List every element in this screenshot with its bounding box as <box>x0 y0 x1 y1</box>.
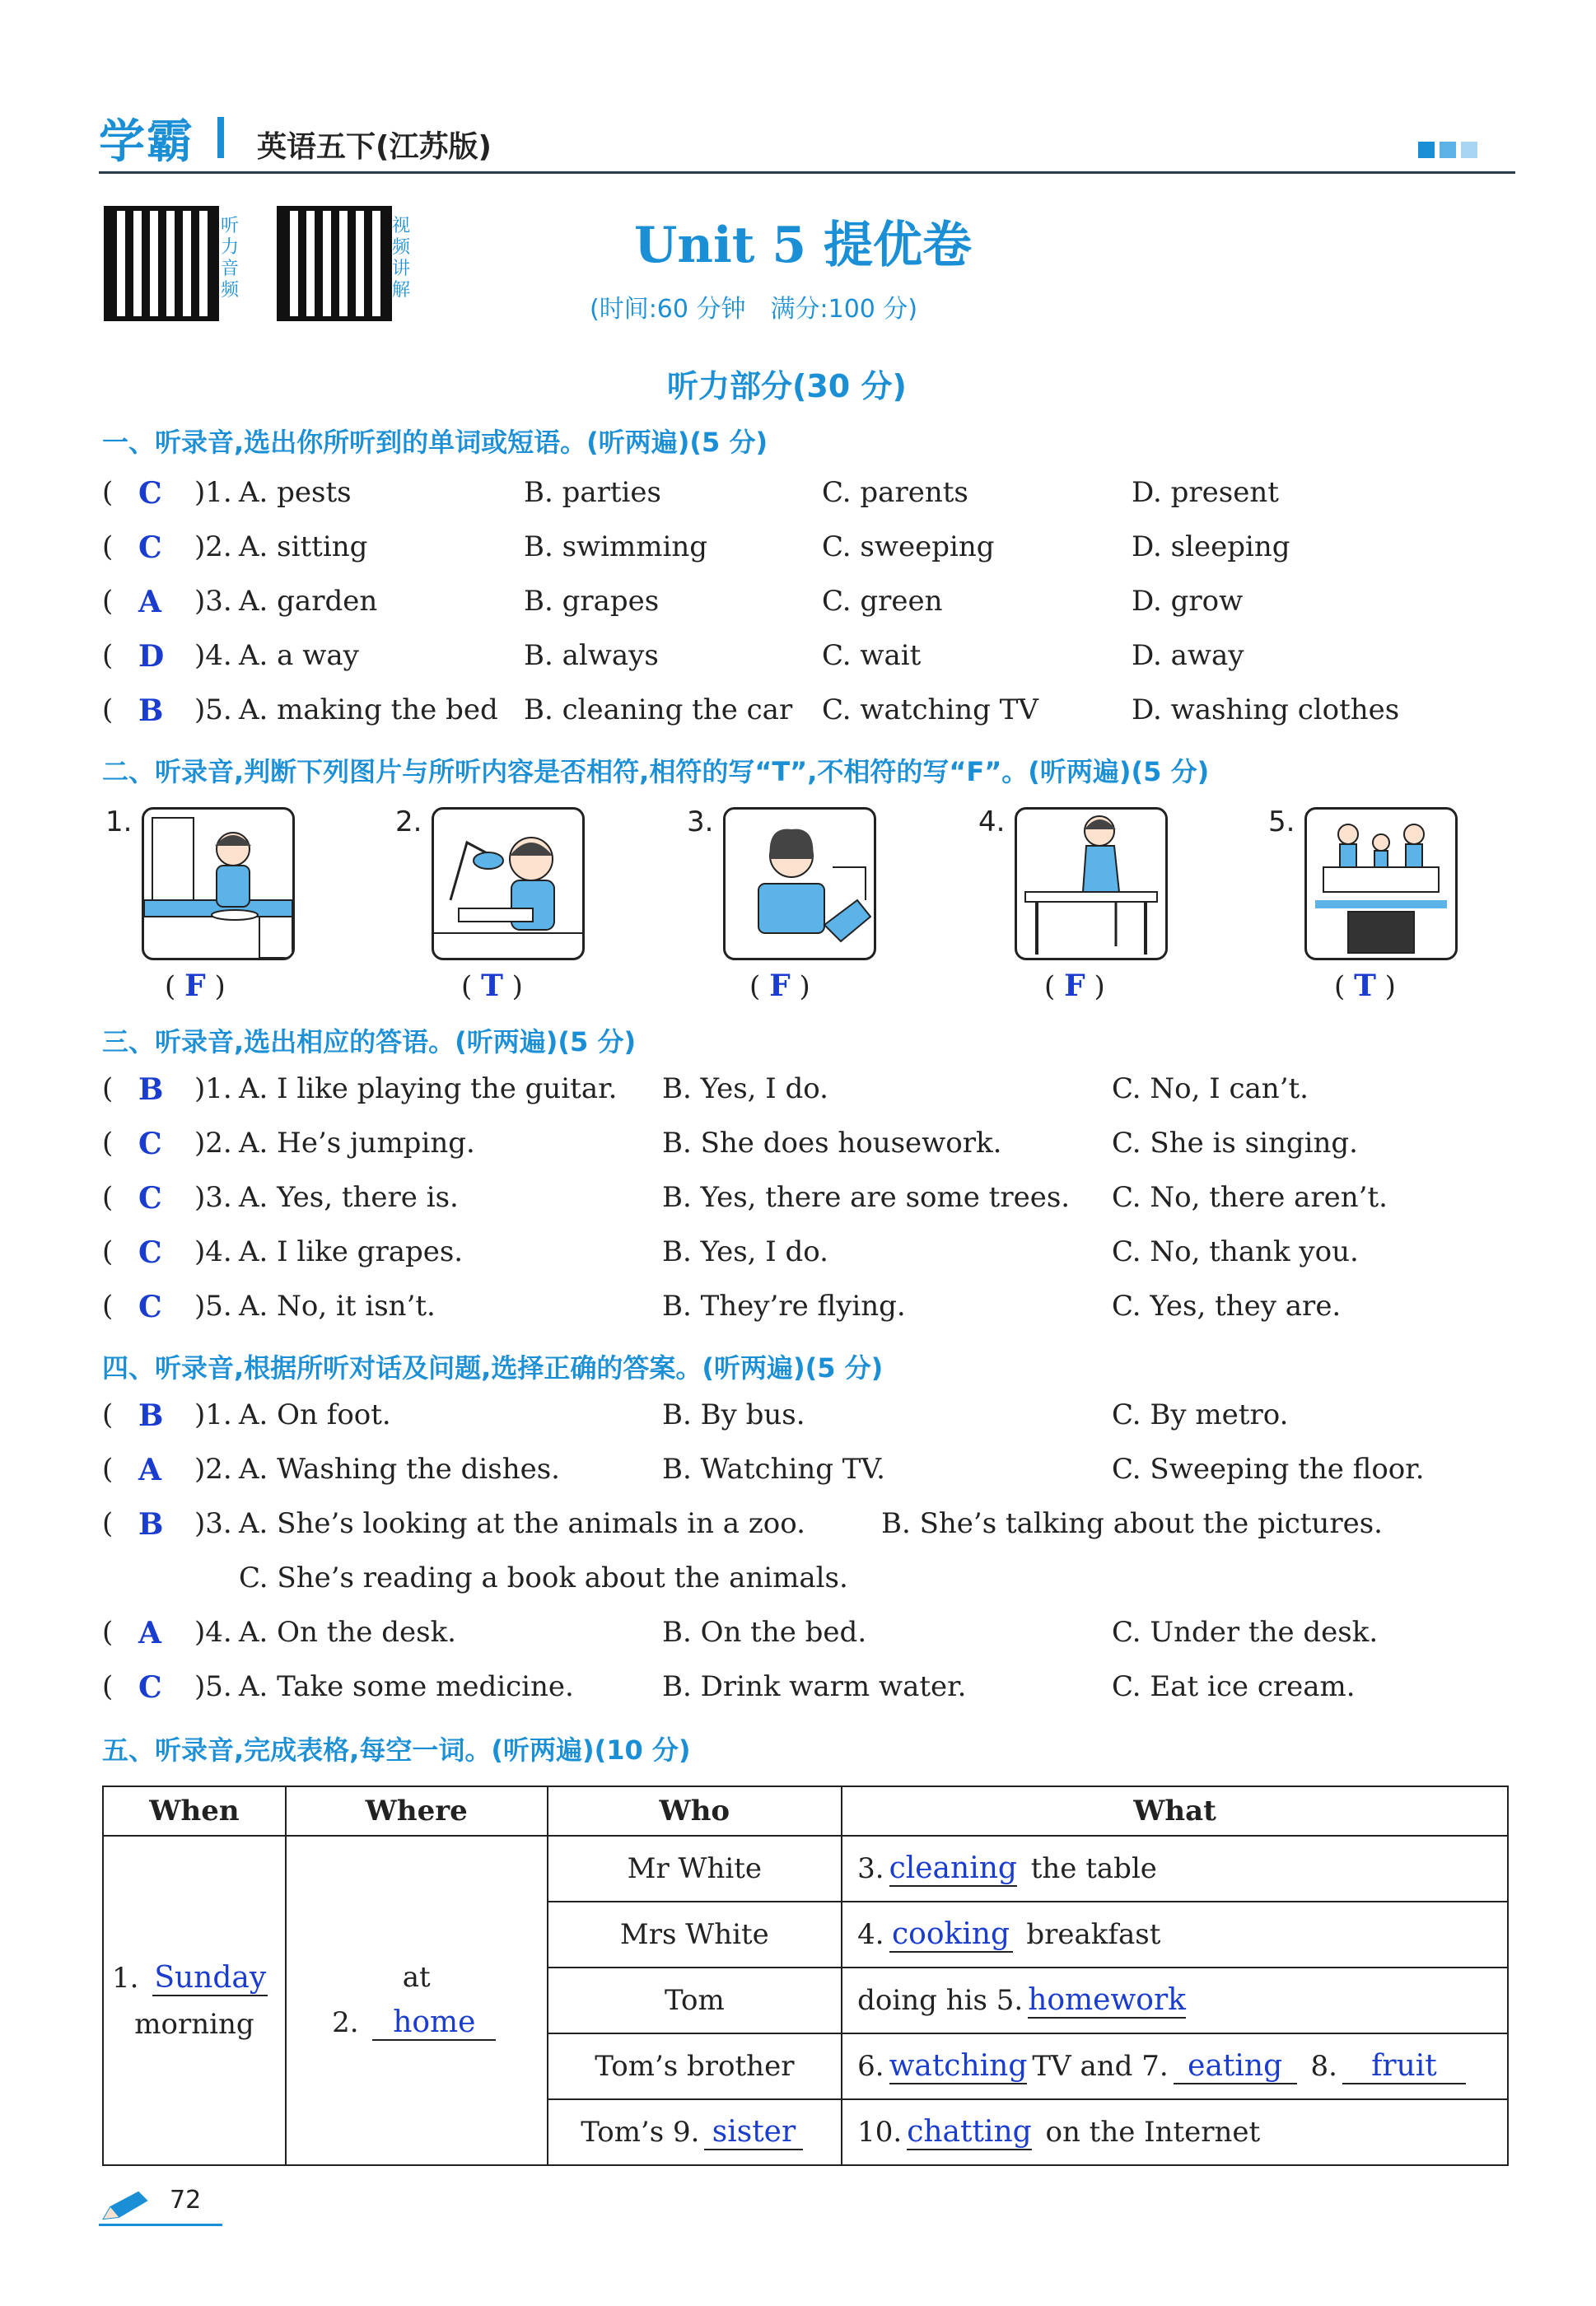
option-d: D. present <box>1132 476 1279 509</box>
question-number: )1. <box>194 1072 232 1105</box>
option-c: C. Yes, they are. <box>1112 1290 1342 1323</box>
option-b: B. swimming <box>524 530 708 563</box>
option-d: D. sleeping <box>1132 530 1290 563</box>
question-number: )5. <box>194 1290 232 1323</box>
question-number: )4. <box>194 639 232 672</box>
answer-6[interactable]: watching <box>889 2048 1028 2083</box>
option-c: C. By metro. <box>1112 1398 1289 1431</box>
question-number: )1. <box>194 1398 232 1431</box>
option-c: C. green <box>822 585 943 618</box>
pic5-answer: ( T ) <box>1334 969 1396 1003</box>
qr-code-video[interactable] <box>277 206 392 321</box>
answer-letter[interactable]: B <box>138 1507 164 1542</box>
who-mr-white: Mr White <box>548 1836 842 1902</box>
answer-5[interactable]: homework <box>1028 1982 1186 2017</box>
answer-letter[interactable]: C <box>138 1235 162 1270</box>
qr-code-audio[interactable] <box>104 206 219 321</box>
table-row <box>103 1836 1508 1902</box>
pic4-number: 4. <box>978 805 1006 838</box>
who-tom: Tom <box>548 1968 842 2033</box>
where-number: 2. <box>332 2005 359 2039</box>
where-at: at <box>402 1960 431 1994</box>
question-number: )2. <box>194 1453 232 1486</box>
header-who: Who <box>548 1786 842 1836</box>
when-word: morning <box>134 2007 254 2041</box>
paren-open: ( <box>102 1235 114 1268</box>
option-b: B. grapes <box>524 585 660 618</box>
section4-title: 四、听录音,根据所听对话及问题,选择正确的答案。(听两遍)(5 分) <box>102 1352 884 1384</box>
pic3-answer: ( F ) <box>749 969 810 1003</box>
option-a: A. I like grapes. <box>239 1235 464 1268</box>
page-number: 72 <box>170 2186 202 2215</box>
option-c: C. No, there aren’t. <box>1112 1181 1388 1214</box>
option-b: B. Yes, I do. <box>662 1235 828 1268</box>
header-when: When <box>103 1786 286 1836</box>
answer-letter[interactable]: A <box>138 585 161 619</box>
section3-title: 三、听录音,选出相应的答语。(听两遍)(5 分) <box>102 1026 637 1057</box>
answer-letter[interactable]: C <box>138 476 162 511</box>
picture-girl-folding <box>723 807 876 960</box>
option-b: B. parties <box>524 476 661 509</box>
answer-letter[interactable]: A <box>138 1616 161 1650</box>
pic4-answer: ( F ) <box>1044 969 1105 1003</box>
option-c: C. No, I can’t. <box>1112 1072 1309 1105</box>
picture-woman-cleaning-table <box>1015 807 1168 960</box>
answer-10[interactable]: chatting <box>907 2114 1032 2149</box>
header-rule <box>99 171 1515 174</box>
paren-open: ( <box>102 530 114 563</box>
answer-3[interactable]: cleaning <box>889 1851 1017 1885</box>
option-a: A. I like playing the guitar. <box>239 1072 618 1105</box>
part-title: 听力部分(30 分) <box>667 368 907 404</box>
header-what: What <box>842 1786 1508 1836</box>
answer-8[interactable]: fruit <box>1342 2049 1466 2084</box>
answer-9[interactable]: sister <box>704 2115 803 2150</box>
picture-boy-writing <box>432 807 585 960</box>
what-row-10: 10. chatting on the Internet <box>842 2099 1508 2165</box>
answer-letter[interactable]: B <box>138 1398 164 1433</box>
who-toms-brother: Tom’s brother <box>548 2033 842 2099</box>
brand-divider <box>217 117 224 158</box>
answer-7[interactable]: eating <box>1174 2049 1297 2084</box>
table-header-row <box>103 1786 1508 1836</box>
option-a: A. garden <box>239 585 378 618</box>
paren-open: ( <box>102 1072 114 1105</box>
option-c: C. She is singing. <box>1112 1127 1358 1160</box>
answer-letter[interactable]: C <box>138 1181 162 1216</box>
pic1-answer: ( F ) <box>165 969 226 1003</box>
pic1-number: 1. <box>105 805 133 838</box>
paren-open: ( <box>102 693 114 726</box>
paren-open: ( <box>102 1616 114 1649</box>
brand-logo: 学霸 <box>99 115 194 169</box>
option-a: A. Yes, there is. <box>239 1181 459 1214</box>
qr-label-audio: 听力音频 <box>221 216 240 301</box>
question-number: )4. <box>194 1616 232 1649</box>
section2-title: 二、听录音,判断下列图片与所听内容是否相符,相符的写“T”,不相符的写“F”。(听两遍)(5 分) <box>102 756 1210 787</box>
answer-table <box>102 1786 1509 2166</box>
option-c: C. wait <box>822 639 922 672</box>
paren-open: ( <box>102 639 114 672</box>
option-b: B. They’re flying. <box>662 1290 906 1323</box>
pic5-number: 5. <box>1268 805 1295 838</box>
option-c: C. She’s reading a book about the animals. <box>239 1561 848 1594</box>
when-cell <box>103 1836 286 2165</box>
option-d: D. away <box>1132 639 1244 672</box>
paren-open: ( <box>102 1127 114 1160</box>
what-row-5: doing his 5. homework <box>842 1968 1508 2033</box>
option-b: B. Yes, I do. <box>662 1072 828 1105</box>
option-b: B. On the bed. <box>662 1616 867 1649</box>
book-title: 英语五下(江苏版) <box>257 130 492 164</box>
paren-open: ( <box>102 585 114 618</box>
header-squares <box>1418 142 1477 158</box>
pic2-number: 2. <box>395 805 422 838</box>
option-b: B. She’s talking about the pictures. <box>881 1507 1383 1540</box>
option-c: C. Eat ice cream. <box>1112 1670 1356 1703</box>
question-number: )4. <box>194 1235 232 1268</box>
option-a: A. On the desk. <box>239 1616 456 1649</box>
option-a: A. a way <box>239 639 359 672</box>
footer-rule <box>99 2224 222 2226</box>
option-a: A. She’s looking at the animals in a zoo. <box>239 1507 805 1540</box>
option-b: B. Yes, there are some trees. <box>662 1181 1071 1214</box>
question-number: )3. <box>194 1181 232 1214</box>
paren-open: ( <box>102 1507 114 1540</box>
time-info: (时间:60 分钟 满分:100 分) <box>590 295 918 324</box>
option-b: B. She does housework. <box>662 1127 1002 1160</box>
option-b: B. always <box>524 639 659 672</box>
option-a: A. pests <box>239 476 352 509</box>
who-toms-sister: Tom’s 9. sister <box>548 2099 842 2165</box>
picture-family-watching-tv <box>1304 807 1458 960</box>
option-a: A. On foot. <box>239 1398 391 1431</box>
qr-label-video: 视频讲解 <box>392 216 411 301</box>
answer-letter[interactable]: C <box>138 1127 162 1161</box>
option-c: C. Under the desk. <box>1112 1616 1379 1649</box>
paren-open: ( <box>102 1453 114 1486</box>
question-number: )3. <box>194 1507 232 1540</box>
answer-letter[interactable]: C <box>138 530 162 565</box>
option-b: B. Watching TV. <box>662 1453 885 1486</box>
option-d: D. washing clothes <box>1132 693 1400 726</box>
answer-letter[interactable]: A <box>138 1453 161 1487</box>
where-cell <box>286 1836 548 2165</box>
answer-letter[interactable]: D <box>138 639 165 674</box>
who-mrs-white: Mrs White <box>548 1902 842 1968</box>
paren-open: ( <box>102 1670 114 1703</box>
question-number: )3. <box>194 585 232 618</box>
option-c: C. Sweeping the floor. <box>1112 1453 1425 1486</box>
paren-open: ( <box>102 1290 114 1323</box>
when-answer[interactable]: Sunday <box>152 1961 268 1996</box>
option-c: C. sweeping <box>822 530 995 563</box>
answer-letter[interactable]: C <box>138 1670 162 1705</box>
paren-open: ( <box>102 1181 114 1214</box>
answer-letter[interactable]: B <box>138 693 164 728</box>
option-d: D. grow <box>1132 585 1244 618</box>
header-where: Where <box>286 1786 548 1836</box>
option-b: B. By bus. <box>662 1398 805 1431</box>
answer-letter[interactable]: C <box>138 1290 162 1324</box>
where-answer[interactable]: home <box>372 2005 496 2041</box>
pencil-icon <box>99 2191 156 2227</box>
when-number: 1. <box>112 1961 139 1995</box>
picture-girl-eating <box>142 807 295 960</box>
question-number: )5. <box>194 693 232 726</box>
answer-4[interactable]: cooking <box>889 1917 1013 1953</box>
what-row-6-8: 6. watching TV and 7. eating 8. fruit <box>842 2033 1508 2099</box>
question-number: )5. <box>194 1670 232 1703</box>
question-number: )1. <box>194 476 232 509</box>
option-a: A. He’s jumping. <box>239 1127 475 1160</box>
answer-letter[interactable]: B <box>138 1072 164 1107</box>
pic3-number: 3. <box>687 805 714 838</box>
unit-title: Unit 5 提优卷 <box>634 217 972 274</box>
question-number: )2. <box>194 530 232 563</box>
what-row-4: 4. cooking breakfast <box>842 1902 1508 1968</box>
section1-title: 一、听录音,选出你所听到的单词或短语。(听两遍)(5 分) <box>102 427 768 458</box>
option-a: A. Washing the dishes. <box>239 1453 560 1486</box>
option-c: C. No, thank you. <box>1112 1235 1359 1268</box>
what-row-3: 3. cleaning the table <box>842 1836 1508 1902</box>
option-b: B. Drink warm water. <box>662 1670 967 1703</box>
option-c: C. watching TV <box>822 693 1038 726</box>
option-a: A. making the bed <box>239 693 498 726</box>
option-a: A. Take some medicine. <box>239 1670 574 1703</box>
option-a: A. No, it isn’t. <box>239 1290 436 1323</box>
option-c: C. parents <box>822 476 968 509</box>
option-a: A. sitting <box>239 530 368 563</box>
paren-open: ( <box>102 476 114 509</box>
option-b: B. cleaning the car <box>524 693 793 726</box>
section5-title: 五、听录音,完成表格,每空一词。(听两遍)(10 分) <box>102 1734 691 1766</box>
paren-open: ( <box>102 1398 114 1431</box>
question-number: )2. <box>194 1127 232 1160</box>
pic2-answer: ( T ) <box>461 969 523 1003</box>
